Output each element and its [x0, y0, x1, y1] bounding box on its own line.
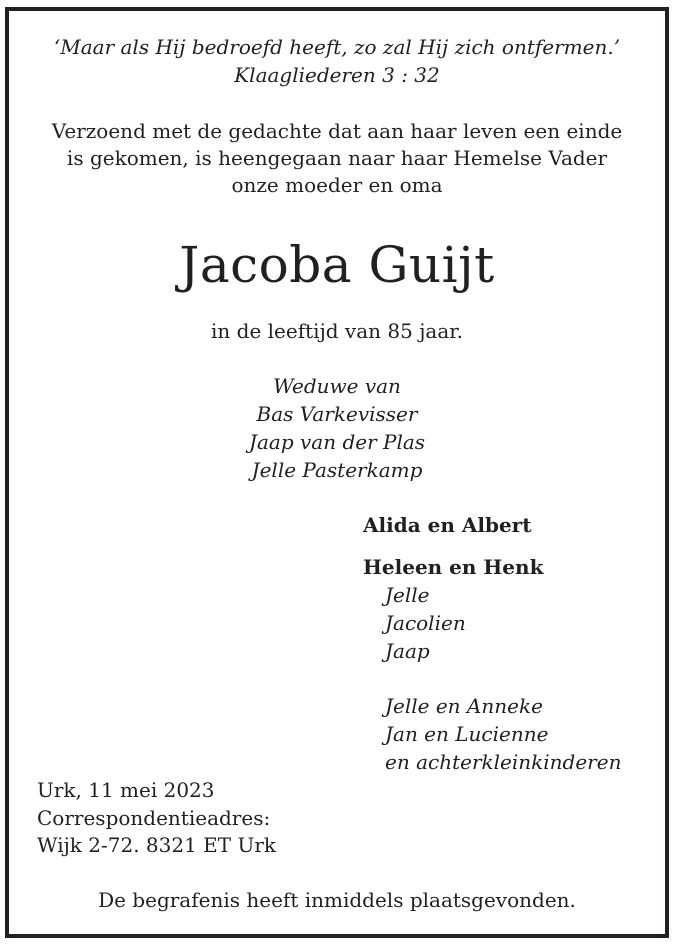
husband-1: Bas Varkevisser	[256, 402, 418, 426]
grandchild-3: Jaap	[385, 639, 430, 663]
address: Wijk 2-72. 8321 ET Urk	[37, 833, 277, 857]
family-couple-1: Alida en Albert	[363, 513, 532, 537]
age-line: in de leeftijd van 85 jaar.	[211, 319, 463, 343]
bible-quote: ‘Maar als Hij bedroefd heeft, zo zal Hij zich ontfermen.’	[53, 35, 621, 59]
great-grandchildren: en achterkleinkinderen	[385, 750, 622, 774]
grandchild-1: Jelle	[385, 583, 430, 607]
intro-line-1: Verzoend met de gedachte dat aan haar leven een einde	[51, 119, 623, 143]
place-date: Urk, 11 mei 2023	[37, 778, 215, 802]
grandchild-couple-1: Jelle en Anneke	[385, 694, 543, 718]
grandchild-2: Jacolien	[385, 611, 466, 635]
husband-2: Jaap van der Plas	[248, 430, 426, 454]
bible-reference: Klaagliederen 3 : 32	[234, 63, 440, 87]
widow-heading: Weduwe van	[273, 374, 401, 398]
family-couple-2: Heleen en Henk	[363, 555, 544, 579]
husband-3: Jelle Pasterkamp	[251, 458, 423, 482]
funeral-note: De begrafenis heeft inmiddels plaatsgevonden.	[98, 888, 576, 912]
intro-line-2: is gekomen, is heengegaan naar haar Hemelse Vader	[66, 146, 608, 170]
deceased-name: Jacoba Guijt	[179, 236, 495, 294]
intro-line-3: onze moeder en oma	[231, 173, 443, 197]
grandchild-couple-2: Jan en Lucienne	[385, 722, 549, 746]
address-label: Correspondentieadres:	[37, 806, 271, 830]
